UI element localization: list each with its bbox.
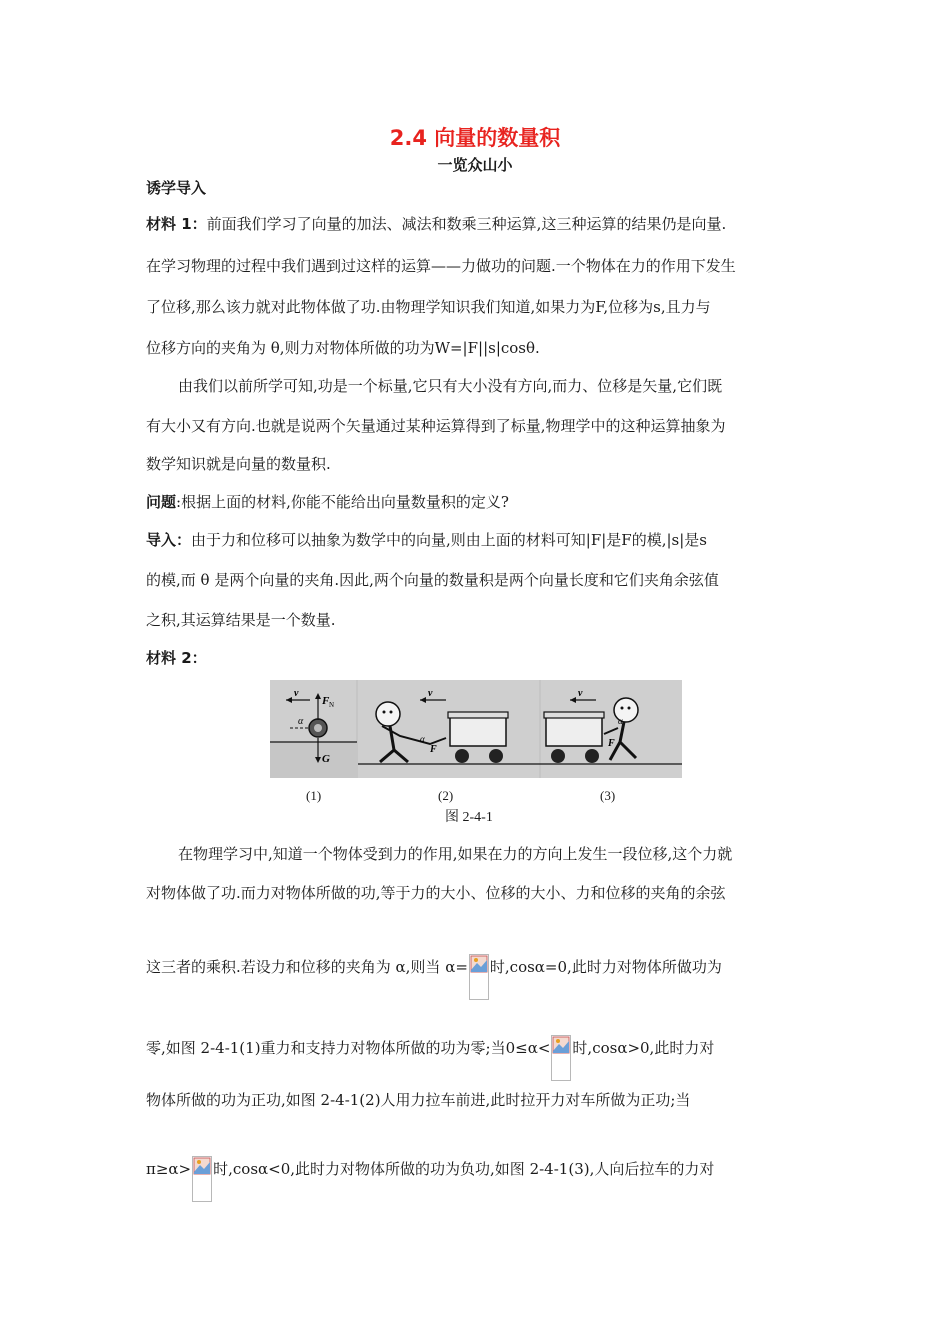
figure-caption-3: (3) (600, 788, 616, 803)
page-title: 2.4 向量的数量积 (389, 126, 561, 150)
material1-label: 材料 1： (146, 215, 207, 233)
figure-fn-label: F (322, 695, 330, 707)
intro-label: 导入： (146, 531, 192, 549)
paragraph3-line-4 (146, 1035, 806, 1081)
material1-line-2: 在学习物理的过程中我们遇到过这样的运算——力做功的问题.一个物体在力的作用下发生 (146, 257, 736, 275)
figure-caption-1: (1) (306, 788, 322, 803)
paragraph3-line-1: 在物理学习中,知道一个物体受到力的作用,如果在力的方向上发生一段位移,这个力就 (178, 845, 733, 863)
figure-fn-subscript: N (329, 701, 335, 709)
broken-image-icon (192, 1156, 212, 1202)
paragraph3-line-6 (146, 1156, 806, 1202)
figure-f-label-3: F (608, 738, 615, 749)
paragraph3-line-5: 物体所做的功为正功,如图 2-4-1(2)人用力拉车前进,此时拉开力对车所做为正功;当 (146, 1091, 691, 1109)
intro-text-1: 由于力和位移可以抽象为数学中的向量,则由上面的材料可知|F|是F的模,|s|是s (191, 531, 707, 549)
intro-line-1 (146, 530, 806, 550)
material1-line-1 (146, 214, 806, 234)
paragraph3-line-3 (146, 954, 806, 1000)
intro-line-2: 的模,而 θ 是两个向量的夹角.因此,两个向量的数量积是两个向量长度和它们夹角余弦值 (146, 571, 719, 589)
figure-2-4-1 (270, 680, 682, 778)
figure-v-label-1: v (294, 688, 299, 699)
figure-g-label: G (322, 753, 330, 765)
broken-image-icon (469, 954, 489, 1000)
figure-v-label-2: v (428, 688, 433, 699)
question-label: 问题 (146, 493, 177, 511)
paragraph3-line-4a: 零,如图 2-4-1(1)重力和支持力对物体所做的功为零;当0≤α< (146, 1039, 551, 1057)
figure-caption-2: (2) (438, 788, 454, 803)
paragraph2-line-2: 有大小又有方向.也就是说两个矢量通过某种运算得到了标量,物理学中的这种运算抽象为 (146, 417, 726, 435)
paragraph3-line-4b: 时,cosα>0,此时力对 (572, 1039, 715, 1057)
figure-f-label-2: F (430, 744, 437, 755)
paragraph2-line-1: 由我们以前所学可知,功是一个标量,它只有大小没有方向,而力、位移是矢量,它们既 (178, 377, 723, 395)
material1-text-1: 前面我们学习了向量的加法、减法和数乘三种运算,这三种运算的结果仍是向量. (206, 215, 727, 233)
figure-title: 图 2-4-1 (445, 810, 493, 825)
figure-v-label-3: v (578, 688, 583, 699)
question-line (146, 492, 806, 512)
material1-line-4: 位移方向的夹角为 θ,则力对物体所做的功为W=|F||s|cosθ. (146, 339, 540, 357)
paragraph3-line-3b: 时,cosα=0,此时力对物体所做功为 (489, 958, 722, 976)
material1-line-3: 了位移,那么该力就对此物体做了功.由物理学知识我们知道,如果力为F,位移为s,且力与 (146, 298, 711, 316)
figure-alpha-label-3: α (618, 716, 623, 726)
paragraph3-line-3a: 这三者的乘积.若设力和位移的夹角为 α,则当 α= (146, 958, 468, 976)
paragraph3-line-6a: π≥α> (146, 1160, 192, 1178)
paragraph2-line-3: 数学知识就是向量的数量积. (146, 455, 331, 473)
figure-alpha-label-2: α (420, 734, 425, 744)
section-heading: 诱学导入 (146, 179, 207, 197)
intro-line-3: 之积,其运算结果是一个数量. (146, 611, 336, 629)
material2-label: 材料 2： (146, 649, 207, 667)
broken-image-icon (551, 1035, 571, 1081)
figure-illustration (270, 680, 682, 778)
question-text: :根据上面的材料,你能不能给出向量数量积的定义? (176, 493, 509, 511)
paragraph3-line-6b: 时,cosα<0,此时力对物体所做的功为负功,如图 2-4-1(3),人向后拉车的力对 (213, 1160, 715, 1178)
figure-alpha-label-1: α (298, 716, 304, 727)
paragraph3-line-2: 对物体做了功.而力对物体所做的功,等于力的大小、位移的大小、力和位移的夹角的余弦 (146, 884, 726, 902)
page-subtitle: 一览众山小 (437, 156, 513, 174)
